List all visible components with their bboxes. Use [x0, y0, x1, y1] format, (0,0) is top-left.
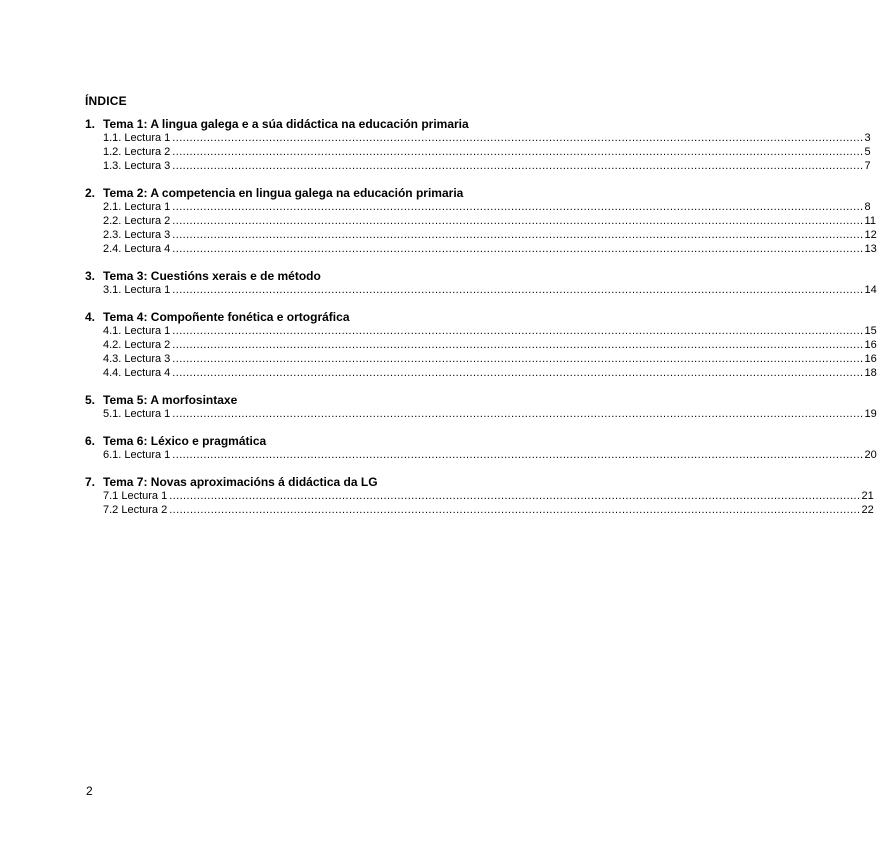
toc-heading: ÍNDICE [85, 94, 127, 108]
section-title-text: Tema 3: Cuestións xerais e de método [103, 269, 321, 283]
dot-leader: ........................................................................................................................................................................................................ [169, 490, 861, 502]
toc-entry[interactable] [85, 283, 877, 297]
toc-entry[interactable] [85, 338, 877, 352]
toc-entry-page: 13 [864, 243, 877, 255]
section-number: 6. [85, 434, 96, 448]
toc-entry-label: 4.1. Lectura 1 [103, 325, 171, 337]
toc-entry-page: 5 [864, 146, 871, 158]
toc-entry-label: 2.1. Lectura 1 [103, 201, 171, 213]
toc-entry-page: 15 [864, 325, 877, 337]
dot-leader: ........................................................................................................................................................................................................ [172, 243, 864, 255]
toc-entry[interactable] [85, 407, 877, 421]
section-number: 1. [85, 117, 96, 131]
toc-entry-page: 22 [861, 504, 874, 516]
toc-entry-label: 2.4. Lectura 4 [103, 243, 171, 255]
toc-entry-label: 7.1 Lectura 1 [103, 490, 168, 502]
section-number: 7. [85, 475, 96, 489]
dot-leader: ........................................................................................................................................................................................................ [172, 284, 864, 296]
section-title-text: Tema 7: Novas aproximacións á didáctica da LG [103, 475, 378, 489]
toc-entry-page: 11 [864, 215, 876, 227]
toc-entry[interactable] [85, 214, 876, 228]
section-title[interactable] [85, 393, 505, 407]
toc-entry[interactable] [85, 145, 871, 159]
toc-section [85, 393, 877, 421]
toc-section [85, 310, 877, 380]
toc-entry-page: 12 [864, 229, 877, 241]
dot-leader: ........................................................................................................................................................................................................ [172, 132, 864, 144]
section-title[interactable] [85, 186, 505, 200]
toc-entry[interactable] [85, 366, 877, 380]
toc-entry-label: 2.3. Lectura 3 [103, 229, 171, 241]
section-title[interactable] [85, 269, 505, 283]
toc-entry[interactable] [85, 448, 877, 462]
toc-entry-page: 18 [864, 367, 877, 379]
section-title[interactable] [85, 434, 505, 448]
toc-entry-label: 4.3. Lectura 3 [103, 353, 171, 365]
section-number: 3. [85, 269, 96, 283]
toc-entry-label: 4.2. Lectura 2 [103, 339, 171, 351]
section-title-text: Tema 4: Compoñente fonética e ortográfica [103, 310, 350, 324]
section-title[interactable] [85, 475, 505, 489]
toc-entry-label: 1.3. Lectura 3 [103, 160, 171, 172]
dot-leader: ........................................................................................................................................................................................................ [172, 146, 864, 158]
toc-entry-page: 21 [861, 490, 874, 502]
dot-leader: ........................................................................................................................................................................................................ [172, 353, 864, 365]
toc-entry-page: 14 [864, 284, 877, 296]
toc-entry-label: 1.1. Lectura 1 [103, 132, 171, 144]
toc-entry-label: 6.1. Lectura 1 [103, 449, 171, 461]
toc-section [85, 475, 874, 517]
toc-entry[interactable] [85, 242, 877, 256]
section-number: 5. [85, 393, 96, 407]
toc-entry-page: 16 [864, 339, 877, 351]
toc-entry[interactable] [85, 131, 871, 145]
section-title[interactable] [85, 310, 505, 324]
page-number: 2 [86, 784, 93, 798]
section-number: 4. [85, 310, 96, 324]
dot-leader: ........................................................................................................................................................................................................ [172, 408, 864, 420]
section-title[interactable] [85, 117, 505, 131]
toc-entry-label: 1.2. Lectura 2 [103, 146, 171, 158]
toc-entry[interactable] [85, 324, 877, 338]
dot-leader: ........................................................................................................................................................................................................ [172, 367, 864, 379]
section-number: 2. [85, 186, 96, 200]
dot-leader: ........................................................................................................................................................................................................ [172, 201, 864, 213]
dot-leader: ........................................................................................................................................................................................................ [172, 160, 864, 172]
toc-entry-label: 7.2 Lectura 2 [103, 504, 168, 516]
toc-entry[interactable] [85, 489, 874, 503]
toc-entry-label: 5.1. Lectura 1 [103, 408, 171, 420]
section-title-text: Tema 5: A morfosintaxe [103, 393, 238, 407]
dot-leader: ........................................................................................................................................................................................................ [169, 504, 861, 516]
toc-entry-page: 16 [864, 353, 877, 365]
section-title-text: Tema 1: A lingua galega e a súa didáctica na educación primaria [103, 117, 469, 131]
toc-entry[interactable] [85, 159, 871, 173]
toc-entry-page: 20 [864, 449, 877, 461]
toc-entry-label: 3.1. Lectura 1 [103, 284, 171, 296]
toc-section [85, 269, 877, 297]
toc-entry-label: 2.2. Lectura 2 [103, 215, 171, 227]
toc-section [85, 117, 871, 173]
toc-entry[interactable] [85, 503, 874, 517]
section-title-text: Tema 2: A competencia en lingua galega na educación primaria [103, 186, 464, 200]
toc-entry-page: 3 [864, 132, 871, 144]
toc-entry-page: 7 [864, 160, 871, 172]
dot-leader: ........................................................................................................................................................................................................ [172, 325, 864, 337]
toc-section [85, 434, 877, 462]
section-title-text: Tema 6: Léxico e pragmática [103, 434, 267, 448]
dot-leader: ........................................................................................................................................................................................................ [172, 449, 864, 461]
toc-entry[interactable] [85, 200, 871, 214]
table-of-contents [85, 117, 877, 530]
toc-entry-page: 19 [864, 408, 877, 420]
toc-section [85, 186, 877, 256]
toc-entry[interactable] [85, 352, 877, 366]
dot-leader: ........................................................................................................................................................................................................ [172, 215, 864, 227]
dot-leader: ........................................................................................................................................................................................................ [172, 339, 864, 351]
toc-entry[interactable] [85, 228, 877, 242]
toc-entry-page: 8 [864, 201, 871, 213]
toc-entry-label: 4.4. Lectura 4 [103, 367, 171, 379]
dot-leader: ........................................................................................................................................................................................................ [172, 229, 864, 241]
